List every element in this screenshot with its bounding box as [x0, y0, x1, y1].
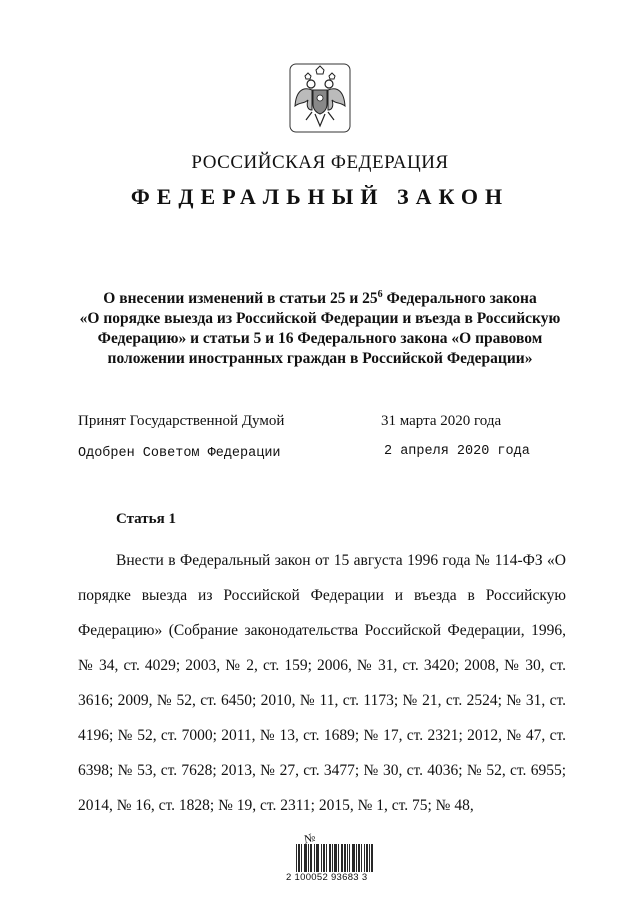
- law-title-line-3: Федерацию» и статьи 5 и 16 Федерального закона «О правовом: [97, 330, 543, 348]
- barcode-number: 2 100052 93683 3: [286, 872, 368, 883]
- document-type-heading: ФЕДЕРАЛЬНЫЙ ЗАКОН: [130, 184, 510, 209]
- registration-stamp: №: [301, 829, 318, 847]
- council-approval-date: 2 апреля 2020 года: [384, 444, 530, 459]
- double-headed-eagle-icon: [288, 62, 352, 134]
- country-name: РОССИЙСКАЯ ФЕДЕРАЦИЯ: [191, 152, 449, 173]
- law-title-line-2: «О порядке выезда из Российской Федерации и въезда в Российскую: [79, 310, 561, 328]
- law-title-line-4: положении иностранных граждан в Российской Федерации»: [107, 350, 533, 368]
- law-title: [70, 285, 570, 369]
- barcode-icon: [296, 844, 374, 872]
- duma-adoption-label: Принят Государственной Думой: [78, 413, 285, 429]
- article-heading: Статья 1: [116, 511, 176, 527]
- article-body-text: Внести в Федеральный закон от 15 августа 1996 года № 114-ФЗ «О порядке выезда из Российской Федерации и въезда в Российскую Федерацию» (Собрание законодательства Российской Федерации, 1996, № 34, ст. 4029; 2003, № 2, ст. 159; 2006, № 31, ст. 3420; 2008, № 30, ст. 3616; 2009, № 52, ст. 6450; 2010, № 11, ст. 1173; № 21, ст. 2524; № 31, ст. 4196; № 52, ст. 7000; 2011, № 13, ст. 1689; № 17, ст. 2321; 2012, № 47, ст. 6398; № 53, ст. 7628; 2013, № 27, ст. 3477; № 30, ст. 4036; № 52, ст. 6955; 2014, № 16, ст. 1828; № 19, ст. 2311; 2015, № 1, ст. 75; № 48,: [78, 552, 566, 814]
- coat-of-arms-emblem: [288, 62, 352, 134]
- duma-adoption-date: 31 марта 2020 года: [381, 413, 502, 429]
- council-approval-label: Одобрен Советом Федерации: [78, 446, 281, 461]
- law-title-line-1: О внесении изменений в статьи 25 и $25^6$ Федерального закона: [103, 289, 537, 308]
